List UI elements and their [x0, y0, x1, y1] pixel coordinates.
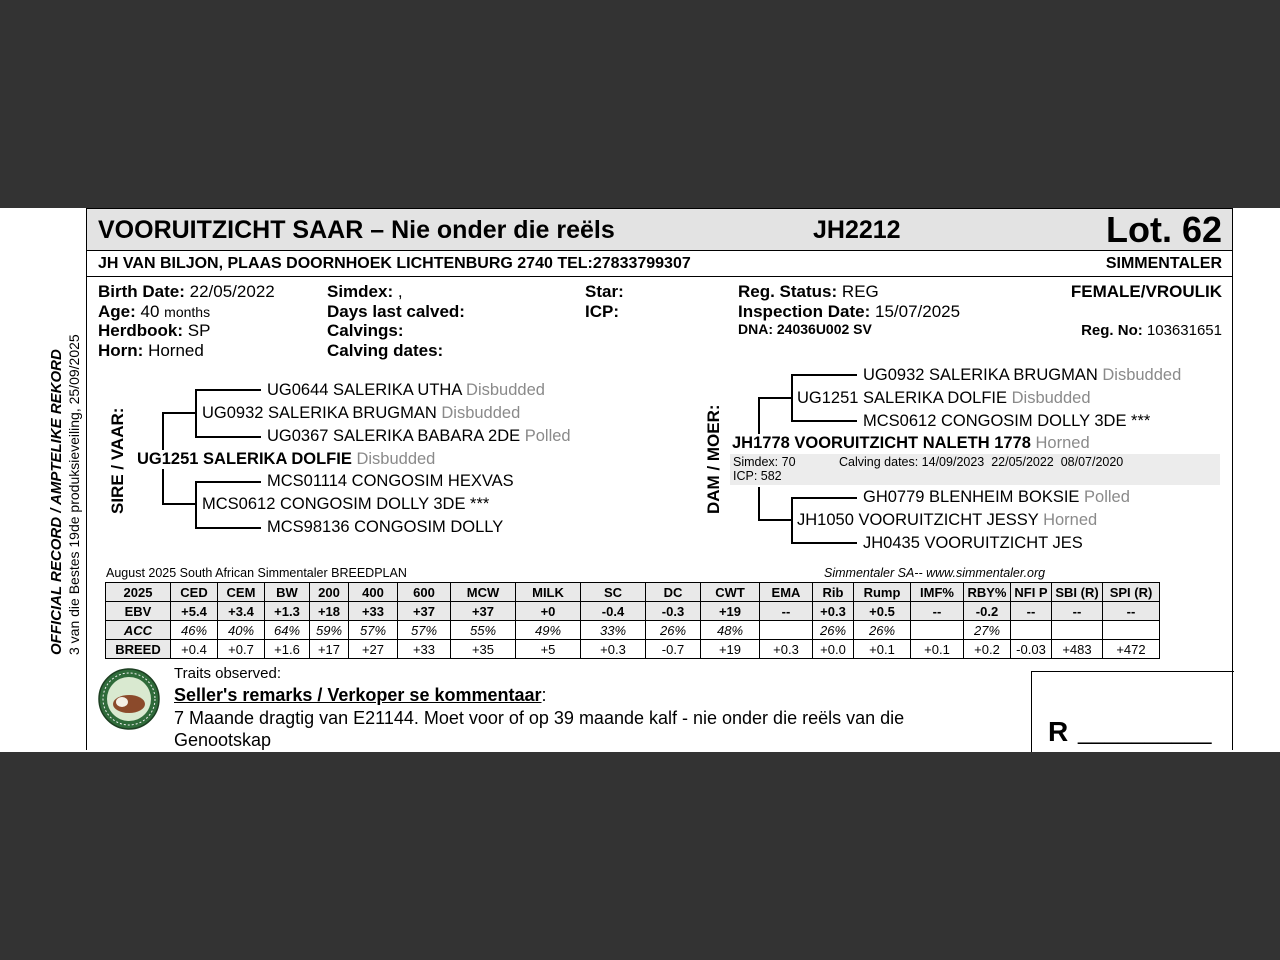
- sire-dam: MCS0612 CONGOSIM DOLLY 3DE ***: [202, 495, 490, 513]
- ebv-header-row-cell: IMF%: [911, 583, 964, 602]
- breed-row-cell: +0.1: [911, 640, 964, 659]
- animal-id: JH2212: [813, 216, 901, 244]
- dam-dam-sire: GH0779 BLENHEIM BOKSIE Polled: [863, 488, 1130, 506]
- sire-dam-sire: MCS01114 CONGOSIM HEXVAS: [267, 472, 514, 490]
- line: [195, 481, 261, 483]
- ebv-row-cell: --: [1052, 602, 1103, 621]
- breed-row-cell: +0.2: [964, 640, 1011, 659]
- ebv-row-cell: +33: [349, 602, 398, 621]
- ebv-row-cell: +5.4: [171, 602, 218, 621]
- ebv-header-row-cell: EMA: [760, 583, 813, 602]
- line: [758, 519, 792, 521]
- ebv-row-cell: --: [911, 602, 964, 621]
- traits-observed: Traits observed:: [174, 665, 281, 682]
- line: [791, 374, 857, 376]
- sire: UG1251 SALERIKA DOLFIE Disbudded: [137, 450, 436, 468]
- breed-row-cell: +27: [349, 640, 398, 659]
- line: [195, 527, 261, 529]
- ebv-header-row-cell: SBI (R): [1052, 583, 1103, 602]
- line: [162, 503, 196, 505]
- ebv-header-row-cell: 400: [349, 583, 398, 602]
- breed-row-cell: +0.3: [581, 640, 646, 659]
- acc-row-cell: 48%: [701, 621, 760, 640]
- reg-no: Reg. No: 103631651: [1081, 322, 1222, 339]
- ebv-header-row-cell: 2025: [106, 583, 171, 602]
- sire-sire: UG0932 SALERIKA BRUGMAN Disbudded: [202, 404, 521, 422]
- breed-row-cell: +0.1: [854, 640, 911, 659]
- dna: DNA: 24036U002 SV: [738, 321, 872, 337]
- breed-row-cell: +33: [398, 640, 451, 659]
- ebv-header-row-cell: 600: [398, 583, 451, 602]
- birth-date: Birth Date: 22/05/2022: [98, 282, 275, 301]
- line: [162, 412, 164, 450]
- simdex: Simdex: ,: [327, 282, 403, 301]
- ebv-row-cell: +1.3: [265, 602, 310, 621]
- ebv-header-row-cell: 200: [310, 583, 349, 602]
- age: Age: 40 months: [98, 302, 211, 321]
- simmentaler-society-logo-icon: [98, 668, 160, 730]
- price-blank[interactable]: __________: [1078, 718, 1212, 745]
- breed-row-cell: +5: [516, 640, 581, 659]
- line: [195, 481, 197, 528]
- breed-row-cell: +0.0: [813, 640, 854, 659]
- title-bar: [87, 209, 1232, 251]
- price-box: [1031, 671, 1234, 752]
- sex: FEMALE/VROULIK: [1070, 282, 1222, 301]
- acc-row-cell: 33%: [581, 621, 646, 640]
- remarks-line-1: 7 Maande dragtig van E21144. Moet voor of op 39 maande kalf - nie onder die reëls van die: [174, 708, 905, 728]
- acc-row-cell: 40%: [218, 621, 265, 640]
- acc-row-cell: 26%: [646, 621, 701, 640]
- ebv-header-row-cell: CED: [171, 583, 218, 602]
- ebv-header-row-cell: SPI (R): [1103, 583, 1160, 602]
- ebv-header-row-cell: MCW: [451, 583, 516, 602]
- calving-dates: Calving dates:: [327, 341, 444, 360]
- acc-row-cell: 55%: [451, 621, 516, 640]
- line: [195, 389, 261, 391]
- ebv-header-row-cell: RBY%: [964, 583, 1011, 602]
- sire-sire-dam: UG0367 SALERIKA BABARA 2DE Polled: [267, 427, 571, 445]
- ebv-row-cell: EBV: [106, 602, 171, 621]
- ebv-header-row-cell: SC: [581, 583, 646, 602]
- line: [758, 487, 760, 520]
- ebv-row-cell: +18: [310, 602, 349, 621]
- remarks-line-2: Genootskap: [174, 730, 272, 750]
- breedplan-source: August 2025 South African Simmentaler BREEDPLAN: [106, 566, 407, 580]
- reg-status: Reg. Status: REG: [738, 282, 879, 301]
- breed-row-cell: BREED: [106, 640, 171, 659]
- line: [758, 397, 792, 399]
- ebv-table: [105, 582, 1160, 659]
- ebv-header-row-cell: Rump: [854, 583, 911, 602]
- ebv-row-cell: -0.3: [646, 602, 701, 621]
- breed-row-cell: -0.03: [1011, 640, 1052, 659]
- line: [791, 497, 857, 499]
- ebv-row-cell: +37: [451, 602, 516, 621]
- breedplan-website: Simmentaler SA-- www.simmentaler.org: [824, 566, 1046, 580]
- ebv-row-cell: --: [760, 602, 813, 621]
- acc-row-cell: 57%: [349, 621, 398, 640]
- dam: JH1778 VOORUITZICHT NALETH 1778 Horned: [732, 434, 1090, 452]
- breed-row-cell: -0.7: [646, 640, 701, 659]
- owner-bar: [87, 251, 1232, 277]
- dam-dam: JH1050 VOORUITZICHT JESSY Horned: [797, 511, 1098, 529]
- herdbook: Herdbook: SP: [98, 321, 211, 340]
- dam-sire: UG1251 SALERIKA DOLFIE Disbudded: [797, 389, 1091, 407]
- ebv-header-row-cell: CEM: [218, 583, 265, 602]
- ebv-row-cell: +37: [398, 602, 451, 621]
- ebv-row-cell: --: [1103, 602, 1160, 621]
- acc-row-cell: 59%: [310, 621, 349, 640]
- star: Star:: [585, 282, 624, 301]
- acc-row-cell: 64%: [265, 621, 310, 640]
- sale-note: 3 van die Bestes 19de produksieveiling, 25/09/2025: [66, 334, 82, 655]
- dam-sire-dam: MCS0612 CONGOSIM DOLLY 3DE ***: [863, 412, 1151, 430]
- dam-icp: ICP: 582: [733, 469, 782, 483]
- acc-row-cell: [1011, 621, 1052, 640]
- line: [791, 497, 793, 543]
- breed-row-cell: +1.6: [265, 640, 310, 659]
- animal-title: VOORUITZICHT SAAR – Nie onder die reëls: [98, 216, 615, 244]
- line: [758, 397, 760, 434]
- ebv-row-cell: -0.4: [581, 602, 646, 621]
- line: [791, 542, 857, 544]
- ebv-header-row-cell: CWT: [701, 583, 760, 602]
- breed-row-cell: +0.7: [218, 640, 265, 659]
- horn: Horn: Horned: [98, 341, 204, 360]
- owner-line: JH VAN BILJON, PLAAS DOORNHOEK LICHTENBURG 2740 TEL:27833799307: [98, 255, 691, 272]
- acc-row-cell: ACC: [106, 621, 171, 640]
- acc-row-cell: 26%: [854, 621, 911, 640]
- ebv-header-row-cell: NFI P: [1011, 583, 1052, 602]
- acc-row-cell: 26%: [813, 621, 854, 640]
- dam-dam-dam: JH0435 VOORUITZICHT JES: [863, 534, 1083, 552]
- price-currency: R: [1048, 716, 1069, 747]
- seller-remarks-heading: Seller's remarks / Verkoper se kommentaar:: [174, 685, 547, 705]
- acc-row: [106, 621, 1160, 640]
- breed-row-cell: +17: [310, 640, 349, 659]
- breed-row-cell: +483: [1052, 640, 1103, 659]
- acc-row-cell: [1052, 621, 1103, 640]
- acc-row-cell: [1103, 621, 1160, 640]
- ebv-row-cell: +0: [516, 602, 581, 621]
- ebv-row: [106, 602, 1160, 621]
- breed-row-cell: +0.3: [760, 640, 813, 659]
- inspection-date: Inspection Date: 15/07/2025: [738, 302, 961, 321]
- calvings: Calvings:: [327, 321, 404, 340]
- dam-calving-dates: Calving dates: 14/09/2023 22/05/2022 08/07/2020: [839, 455, 1124, 469]
- ebv-header-row: [106, 583, 1160, 602]
- ebv-row-cell: +0.3: [813, 602, 854, 621]
- sire-dam-dam: MCS98136 CONGOSIM DOLLY: [267, 518, 504, 536]
- breed-row-cell: +35: [451, 640, 516, 659]
- ebv-header-row-cell: MILK: [516, 583, 581, 602]
- ebv-row-cell: +3.4: [218, 602, 265, 621]
- acc-row-cell: [760, 621, 813, 640]
- breed-row: [106, 640, 1160, 659]
- acc-row-cell: 49%: [516, 621, 581, 640]
- breed-row-cell: +19: [701, 640, 760, 659]
- breed-row-cell: +472: [1103, 640, 1160, 659]
- acc-row-cell: [911, 621, 964, 640]
- dam-sire-sire: UG0932 SALERIKA BRUGMAN Disbudded: [863, 366, 1182, 384]
- official-record-label: OFFICIAL RECORD / AMPTELIKE REKORD: [48, 349, 65, 655]
- line: [162, 412, 196, 414]
- ebv-row-cell: -0.2: [964, 602, 1011, 621]
- days-last-calved: Days last calved:: [327, 302, 465, 321]
- ebv-row-cell: +19: [701, 602, 760, 621]
- acc-row-cell: 46%: [171, 621, 218, 640]
- lot-number: Lot. 62: [1105, 209, 1222, 250]
- line: [162, 469, 164, 504]
- ebv-row-cell: --: [1011, 602, 1052, 621]
- ebv-header-row-cell: BW: [265, 583, 310, 602]
- line: [195, 436, 261, 438]
- line: [791, 420, 857, 422]
- acc-row-cell: 57%: [398, 621, 451, 640]
- sire-sire-sire: UG0644 SALERIKA UTHA Disbudded: [267, 381, 545, 399]
- dam-simdex: Simdex: 70: [733, 455, 796, 469]
- ebv-row-cell: +0.5: [854, 602, 911, 621]
- breed-row-cell: +0.4: [171, 640, 218, 659]
- sire-label: SIRE / VAAR:: [108, 407, 127, 514]
- dam-label: DAM / MOER:: [704, 404, 723, 514]
- icp: ICP:: [585, 302, 619, 321]
- ebv-header-row-cell: DC: [646, 583, 701, 602]
- acc-row-cell: 27%: [964, 621, 1011, 640]
- ebv-header-row-cell: Rib: [813, 583, 854, 602]
- breed-name: SIMMENTALER: [1105, 255, 1222, 272]
